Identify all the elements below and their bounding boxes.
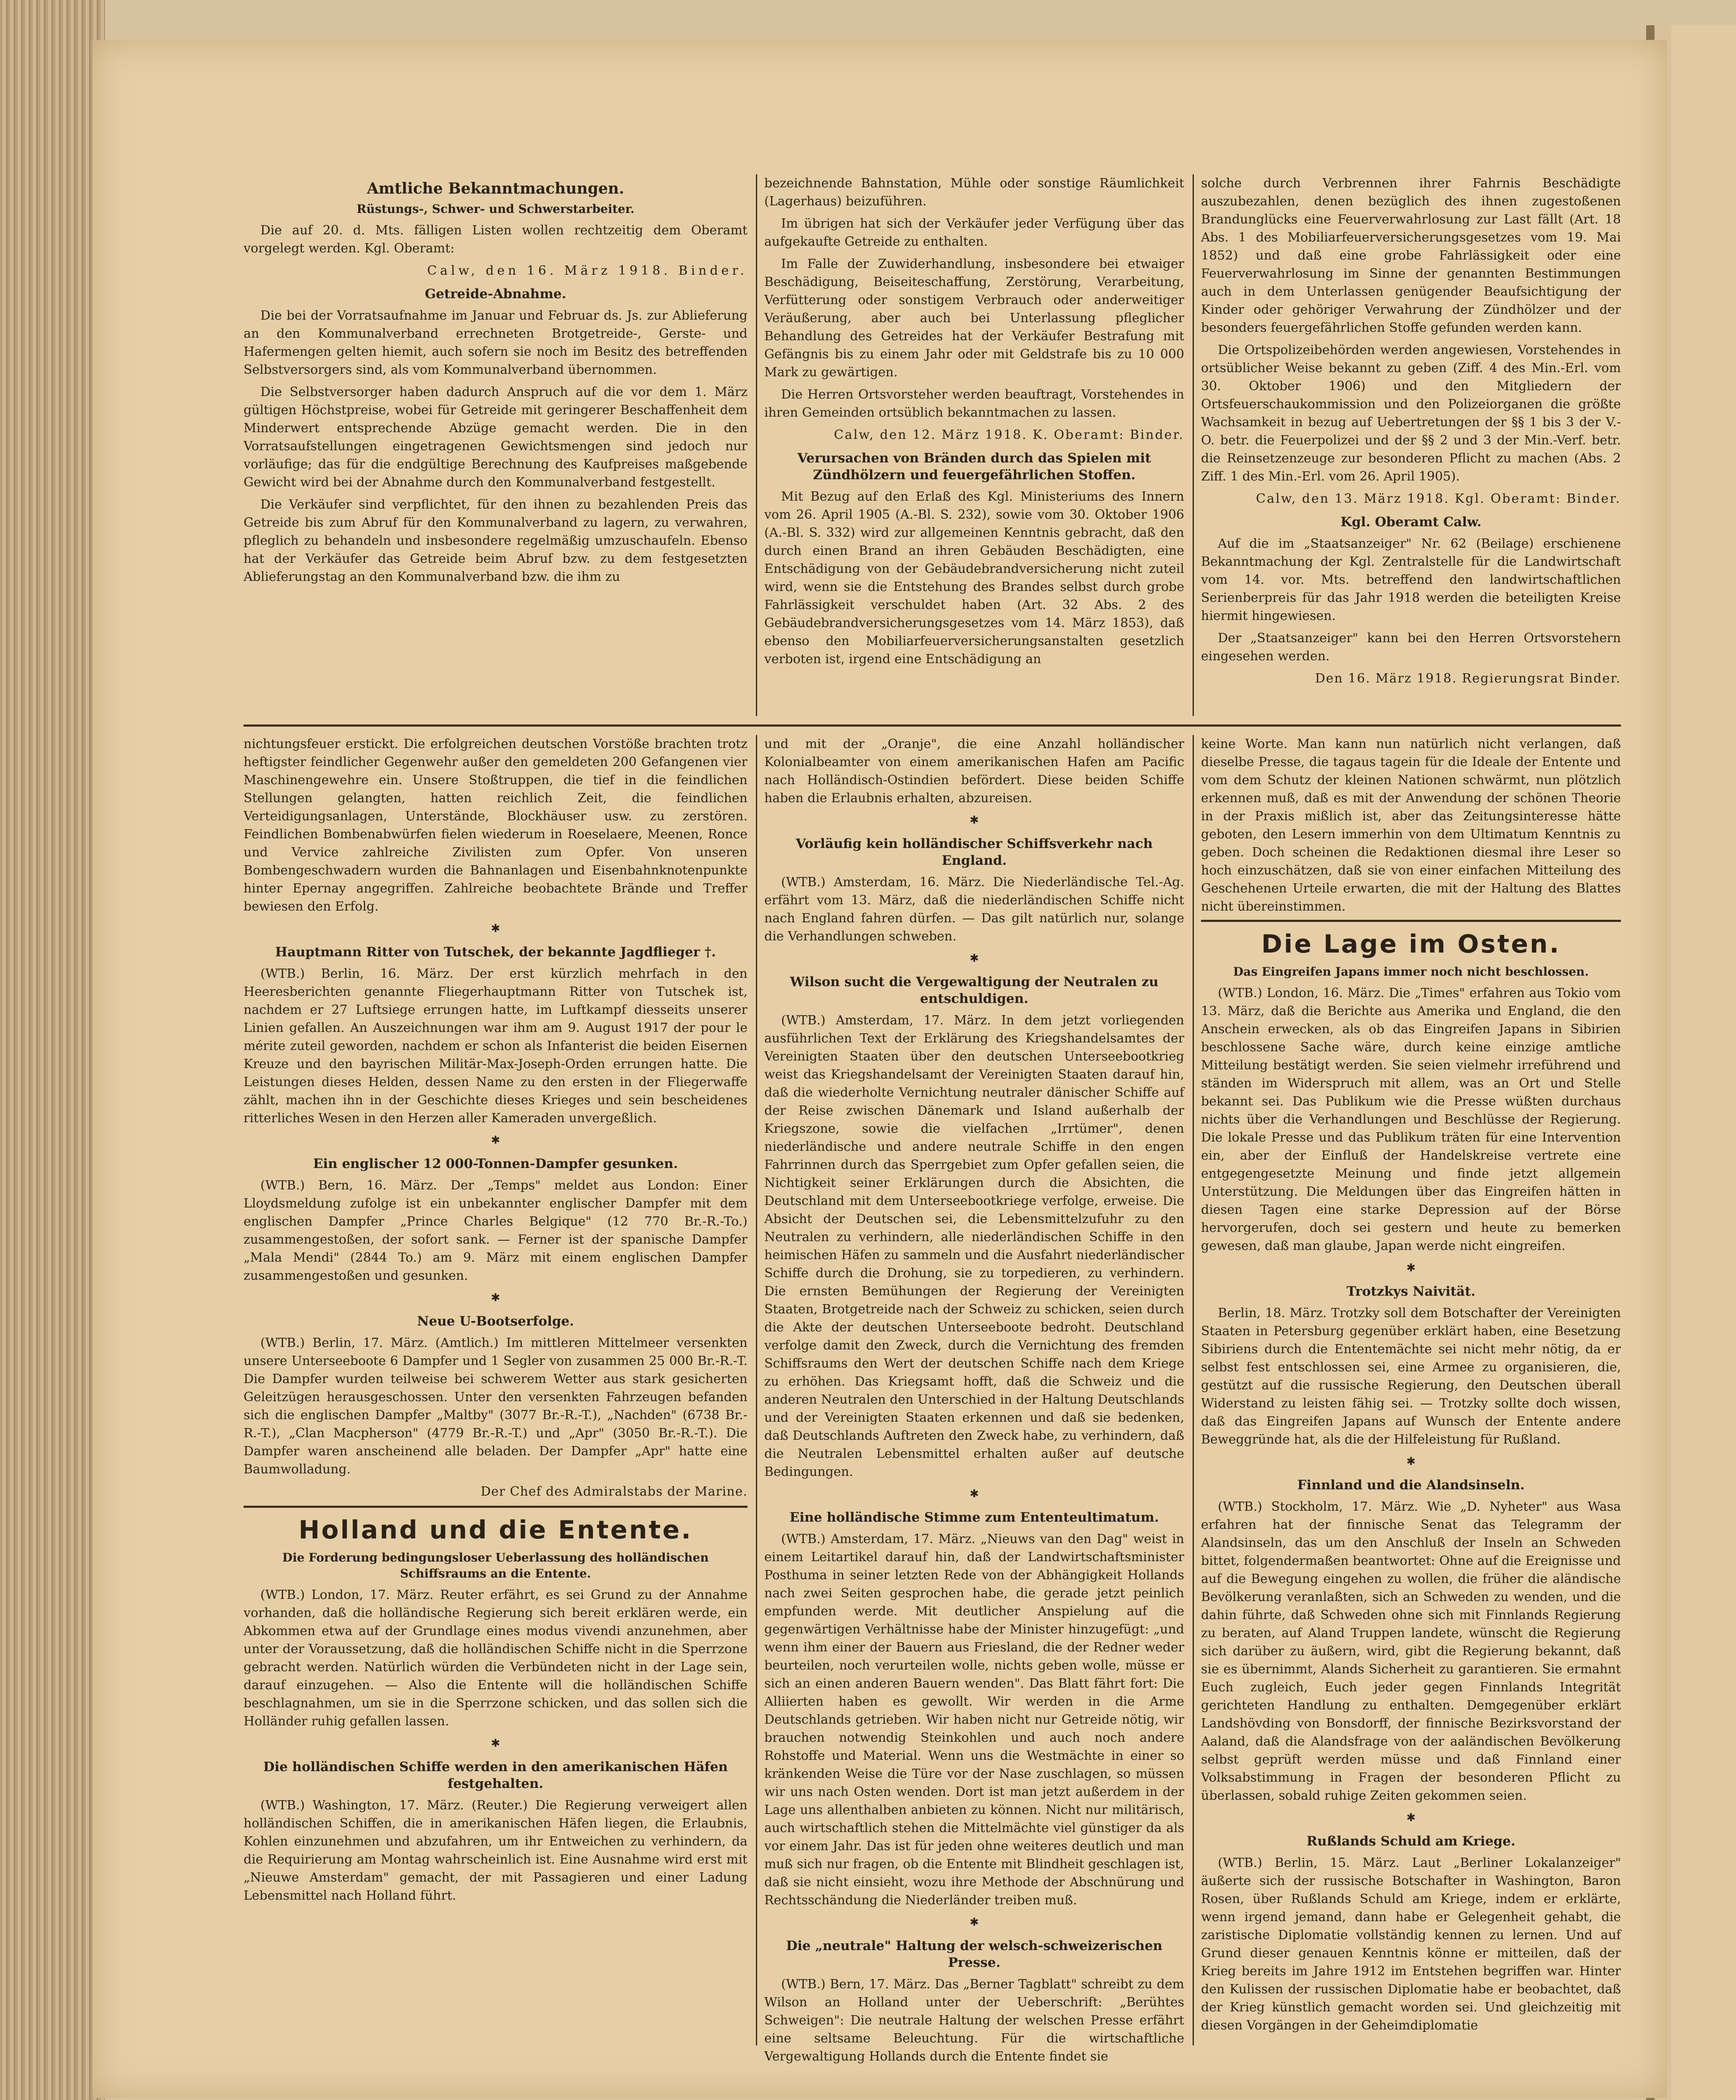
notice-text: Mit Bezug auf den Erlaß des Kgl. Ministeriums des Innern vom 26. April 1905 (A.-Bl. S. 232), sowie vom 30. Oktober 1906 (A.-Bl. S. 332) wird zur allgemeinen Kenntnis gebracht, daß den durch einen Brand an ihren Gebäuden Beschädigten, eine Entschädigung von der Gebäudebrandversicherung nicht zuteil wird, wenn sie die Entstehung des Brandes selbst durch grobe Fahrlässigkeit verschuldet haben (Art. 32 Abs. 2 des Gebäudebrandversicherungsgesetzes vom 14. März 1853), daß ebenso den Mobiliarfeuerversicherungsanstalten gesetzlich verboten ist, irgend eine Entschädigung an [764, 489, 1184, 667]
article-heading: Rußlands Schuld am Kriege. [1306, 1834, 1516, 1849]
notice-heading: Verursachen von Bränden durch das Spielen mit Zündhölzern und feuergefährlichen Stoffen. [797, 451, 1151, 483]
bottom-column-2 [764, 735, 1184, 2064]
article-text: (WTB.) Amsterdam, 16. März. Die Niederländische Tel.-Ag. erfährt vom 13. März, daß die niederländischen Schiffe nicht nach England fahren dürfen. — Das gilt natürlich nur, solange die Verhandlungen schweben. [764, 875, 1184, 944]
article-heading: Eine holländische Stimme zum Ententeultimatum. [789, 1510, 1159, 1525]
article-text: (WTB.) Bern, 17. März. Das „Berner Tagblatt" schreibt zu dem Wilson an Holland unter der Ueberschrift: „Berühtes Schweigen": Die neutrale Haltung der welschen Presse erfährt eine seltsame Beleuchtung. Für die wirtschaftliche Vergewaltigung Hollands durch die Entente findet sie [764, 1977, 1184, 2064]
article-heading: Hauptmann Ritter von Tutschek, der bekannte Jagdflieger †. [275, 945, 716, 960]
notice-signature: Calw, den 12. März 1918. K. Oberamt: Binder. [834, 428, 1184, 442]
headline-holland: Holland und die Entente. [299, 1515, 692, 1545]
separator-star: ✱ [1406, 1455, 1416, 1468]
separator-star: ✱ [970, 952, 979, 965]
article-text: (WTB.) Amsterdam, 17. März. In dem jetzt vorliegenden ausführlichen Text der Erklärung des Kriegshandelsamtes der Vereinigten Staaten über den deutschen Unterseebootkrieg weist das Kriegshandelsamt der Vereinigten Staaten darauf hin, daß die wiederholte Vernichtung neutraler dänischer Schiffe auf der Reise zwischen Dänemark und Island außerhalb der Kriegszone, sowie die vielfachen „Irrtümer", denen niederländische und andere neutrale Schiffe in den engen Fahrrinnen durch das Sperrgebiet zum Opfer gefallen seien, die Nichtigkeit seiner Erklärungen durch die Absichten, die Deutschland mit dem Unterseebootkriege verfolge, erweise. Die Absicht der Deutschen sei, die Lebensmittelzufuhr zu den Neutralen zu verhindern, alle niederländischen Schiffe in den heimischen Häfen zu sammeln und die Ausfahrt niederländischer Schiffe durch die Drohung, sie zu torpedieren, zu verhindern. Die ernsten Bemühungen der Regierung der Vereinigten Staaten, Brotgetreide nach der Schweiz zu schicken, seien durch die Akte der deutschen Unterseeboote bedroht. Deutschland verfolge damit den Zweck, durch die Vernichtung des fremden Schiffsraums den Wert der deutschen Schiffe nach dem Kriege zu erhöhen. Das Kriegsamt hofft, daß die Schweiz und die anderen Neutralen den Unterschied in der Haltung Deutschlands und der Vereinigten Staaten erkennen und daß sie bedenken, daß Deutschlands Auftreten den Zweck habe, zu verhindern, daß die Neutralen Lebensmittel erhalten außer auf deutsche Bedingungen. [764, 1013, 1184, 1479]
notice-text: Die bei der Vorratsaufnahme im Januar und Februar ds. Js. zur Ablieferung an den Kommunalverband errechneten Brotgetreide-, Gerste- und Hafermengen gelten hiemit, auch sofern sie noch im Besitz des betreffenden Selbstversorgers sind, als vom Kommunalverband übernommen. [244, 308, 747, 377]
article-text: (WTB.) Berlin, 16. März. Der erst kürzlich mehrfach in den Heeresberichten genannte Fliegerhauptmann Ritter von Tutschek ist, nachdem er 27 Luftsiege errungen hatte, im Luftkampf diesseits unserer Linien gefallen. An Auszeichnungen war ihm am 9. August 1917 der pour le mérite zuteil geworden, nachdem er schon als Infanterist die beiden Eisernen Kreuze und den bayrischen Militär-Max-Joseph-Orden errungen hatte. Die Leistungen dieses Helden, dessen Name zu den ersten in der Fliegerwaffe zählt, machen ihn in der Geschichte dieses Krieges und sein bescheidenes ritterliches Wesen in den Herzen aller Kameraden unvergeßlich. [244, 966, 747, 1126]
article-text: (WTB.) Berlin, 17. März. (Amtlich.) Im mittleren Mittelmeer versenkten unsere Unterseeboote 6 Dampfer und 1 Segler von zusammen 25 000 Br.-R.-T. Die Dampfer wurden teilweise bei schwerem Wetter aus stark gesicherten Geleitzügen herausgeschossen. Unter den versenkten Fahrzeugen befanden sich die englischen Dampfer „Maltby" (3077 Br.-R.-T.), „Nachden" (6738 Br.-R.-T.), „Clan Macpherson" (4779 Br.-R.-T.) und „Apr" (3050 Br.-R.-T.). Die Dampfer waren anscheinend alle beladen. Der Dampfer „Apr" hatte eine Baumwolladung. [244, 1336, 747, 1477]
top-column-1 [244, 174, 747, 716]
section-divider [244, 724, 1621, 727]
notice-heading: Kgl. Oberamt Calw. [1340, 514, 1482, 530]
notice-signature: Calw, den 13. März 1918. Kgl. Oberamt: Binder. [1256, 491, 1621, 506]
article-text: (WTB.) London, 17. März. Reuter erfährt, es sei Grund zu der Annahme vorhanden, daß die holländische Regierung sich bereit erklären werde, ein Abkommen etwa auf der Grundlage eines modus vivendi anzunehmen, aber unter der Voraussetzung, daß die holländischen Schiffe nicht in die Sperrzone gebracht werden. Natürlich würden die Verbündeten nicht in der Lage sein, darauf einzugehen. — Also die Entente will die holländischen Schiffe beschlagnahmen, um sie in die Sperrzone schicken, und das sollen sich die Holländer ruhig gefallen lassen. [244, 1588, 747, 1729]
notice-text: Die auf 20. d. Mts. fälligen Listen wollen rechtzeitig dem Oberamt vorgelegt werden. Kgl. Oberamt: [244, 223, 747, 256]
notice-text: Die Ortspolizeibehörden werden angewiesen, Vorstehendes in ortsüblicher Weise bekannt zu geben (Ziff. 4 des Min.-Erl. vom 30. Oktober 1906) und den Mitgliedern der Ortsfeuerschaukommission und den Polizeiorganen die größte Wachsamkeit in bezug auf Uebertretungen der §§ 1 bis 3 der V.-O. betr. die Feuerpolizei und der §§ 2 und 3 der Min.-Verf. betr. die Reinsetzenzeuge zur besonderen Pflicht zu machen (Abs. 2 Ziff. 1 des Min.-Erl. vom 26. April 1905). [1201, 343, 1621, 484]
notice-text: Die Herren Ortsvorsteher werden beauftragt, Vorstehendes in ihren Gemeinden ortsüblich bekanntmachen zu lassen. [764, 387, 1184, 420]
article-heading: Die holländischen Schiffe werden in den amerikanischen Häfen festgehalten. [263, 1759, 728, 1791]
separator-star: ✱ [491, 1134, 500, 1147]
newspaper-stack-edge [0, 0, 105, 2100]
headline-east: Die Lage im Osten. [1261, 929, 1561, 959]
notice-text: Die Selbstversorger haben dadurch Anspruch auf die vor dem 1. März gültigen Höchstpreise, wobei für Getreide mit geringerer Beschaffenheit dem Minderwert entsprechende Abzüge gemacht werden. Die in den Vorratsaufstellungen eingetragenen Gewichtsmengen sind jedoch nur vorläufige; das für die endgültige Berechnung des Kaufpreises maßgebende Gewicht wird bei der Abnahme durch den Kommunalverband festgestellt. [244, 385, 747, 490]
newspaper-page [92, 40, 1667, 2098]
article-text: keine Worte. Man kann nun natürlich nicht verlangen, daß dieselbe Presse, die tagaus tagein für die Ideale der Entente und vom dem Schutz der kleinen Nationen schwärmt, nun plötzlich erkennen muß, daß es mit der Anwendung der schönen Theorie in der Praxis mißlich ist, aber das Zeitungsinteresse hätte geboten, den Lesern immerhin von dem Ultimatum Kenntnis zu geben. Doch scheinen die Redaktionen diesmal ihre Leser so hoch einzuschätzen, daß sie von einer einfachen Mitteilung des Geschehenen Urteile erwarten, die mit der Haltung des Blattes nicht übereinstimmen. [1201, 737, 1621, 914]
separator-star: ✱ [491, 1292, 500, 1304]
article-divider [1201, 920, 1621, 922]
article-divider [244, 1506, 747, 1508]
separator-star: ✱ [491, 922, 500, 935]
article-heading: Ein englischer 12 000-Tonnen-Dampfer gesunken. [313, 1156, 678, 1171]
article-text: Berlin, 18. März. Trotzky soll dem Botschafter der Vereinigten Staaten in Petersburg gegenüber erklärt haben, eine Besetzung Sibiriens durch die Ententemächte sei nicht mehr nötig, da er selbst fest entschlossen sei, eine Armee zu organisieren, die, gestützt auf die russische Regierung, den Deutschen überall Widerstand zu leisten fähig sei. — Trotzky sollte doch wissen, daß das Eingreifen Japans auf Wunsch der Entente andere Beweggründe hat, als die der Hilfeleistung für Rußland. [1201, 1306, 1621, 1447]
column-rule [1193, 735, 1194, 2045]
article-heading: Finnland und die Alandsinseln. [1297, 1478, 1525, 1493]
notice-text: bezeichnende Bahnstation, Mühle oder sonstige Räumlichkeit (Lagerhaus) beizuführen. [764, 176, 1184, 209]
article-text: nichtungsfeuer erstickt. Die erfolgreichen deutschen Vorstöße brachten trotz heftigster feindlicher Gegenwehr außer den gemeldeten 200 Gefangenen vier Maschinengewehre ein. Unsere Stoßtruppen, die tief in die feindlichen Stellungen gelangten, hatten reichlich Zeit, die feindlichen Verteidigungsanlagen, Unterstände, Blockhäuser usw. zu zerstören. Feindlichen Bombenabwürfen fielen wiederum in Roeselaere, Meenen, Ronce und Vervice zahlreiche Zivilisten zum Opfer. Von unseren Bombengeschwadern wurden die Bahnanlagen und Eisenbahnknotenpunkte hinter Epernay angegriffen. Zahlreiche beobachtete Brände und Treffer bewiesen den Erfolg. [244, 737, 747, 914]
headline-subtitle: Die Forderung bedingungsloser Ueberlassung des holländischen Schiffsraums an die Entente. [282, 1551, 709, 1580]
notice-heading: Rüstungs-, Schwer- und Schwerstarbeiter. [357, 202, 635, 216]
article-text: (WTB.) Berlin, 15. März. Laut „Berliner Lokalanzeiger" äußerte sich der russische Botschafter in Washington, Baron Rosen, über Rußlands Schuld am Kriege, indem er erklärte, wenn irgend jemand, dann habe er Gelegenheit gehabt, die zaristische Diplomatie vollständig kennen zu lernen. Und auf Grund dieser genauen Kenntnis könne er mitteilen, daß der Krieg bereits im Jahre 1912 im Entstehen begriffen war. Hinter den Kulissen der russischen Diplomatie habe er beobachtet, daß der Krieg künstlich gemacht worden sei. Und gleichzeitig mit diesen Vorgängen in der Geheimdiplomatie [1201, 1856, 1621, 2033]
article-heading: Vorläufig kein holländischer Schiffsverkehr nach England. [796, 836, 1153, 868]
separator-star: ✱ [491, 1737, 500, 1750]
article-text: (WTB.) Washington, 17. März. (Reuter.) Die Regierung verweigert allen holländischen Schiffen, die in amerikanischen Häfen liegen, die Erlaubnis, Kohlen einzunehmen und abzufahren, um ihr Entweichen zu verhindern, da die Requirierung am Montag wahrscheinlich ist. Eine Ausnahme wird erst mit „Nieuwe Amsterdam" gemacht, der mit Passagieren und einer Ladung Lebensmittel nach Holland führt. [244, 1798, 747, 1903]
notice-heading: Getreide-Abnahme. [425, 286, 566, 302]
notice-text: solche durch Verbrennen ihrer Fahrnis Beschädigte auszubezahlen, denen bezüglich des ihnen zugestoßenen Brandunglücks eine Feuerverwahrlosung zur Last fällt (Art. 18 Abs. 1 des Mobiliarfeuerversicherungsgesetzes vom 19. Mai 1852) und daß eine grobe Fahrlässigkeit oder eine Feuerverwahrlosung im Sinne der genannten Bestimmungen auch in dem Unterlassen genügender Beaufsichtigung der Kinder oder gehöriger Verwahrung der Zündhölzer und der besonders feuergefährlichen Stoffe gefunden werden kann. [1201, 176, 1621, 335]
separator-star: ✱ [1406, 1811, 1416, 1824]
notice-text: Der „Staatsanzeiger" kann bei den Herren Ortsvorstehern eingesehen werden. [1201, 631, 1621, 664]
column-rule [1193, 174, 1194, 716]
bottom-column-3 [1201, 735, 1621, 2045]
article-signature: Der Chef des Admiralstabs der Marine. [480, 1484, 747, 1499]
headline-subtitle: Das Eingreifen Japans immer noch nicht beschlossen. [1233, 965, 1589, 979]
separator-star: ✱ [970, 1916, 979, 1929]
article-text: (WTB.) Stockholm, 17. März. Wie „D. Nyheter" aus Wasa erfahren hat der finnische Senat das Telegramm der Alandsinseln, das um den Anschluß der Inseln an Schweden bittet, folgendermaßen beantwortet: Ohne auf die Ereignisse und auf die Bewegung eingehen zu wollen, die früher die aländische Bevölkerung veranlaßten, sich an Schweden zu wenden, und die dahin führte, daß Schweden ohne sich mit Finnlands Regierung zu beraten, auf Aland Truppen landete, wünscht die Regierung sich darüber zu äußern, wird, gibt die Regierung bekannt, daß sie es übernimmt, Alands Sicherheit zu garantieren. Sie ermahnt Euch zugleich, Euch jeder gegen Finnlands Integrität gerichteten Handlung zu enthalten. Demgegenüber erklärt Landshövding von Bonsdorff, der finnische Bezirksvorstand der Aaland, daß die Alandsfrage von der aaländischen Bevölkerung selbst geprüft werden müsse und daß Finnland einer Volksabstimmung in Fragen der besonderen Pflicht zu überlassen, sobald ruhige Zeiten gekommen seien. [1201, 1499, 1621, 1803]
separator-star: ✱ [970, 814, 979, 827]
article-text: (WTB.) Amsterdam, 17. März. „Nieuws van den Dag" weist in einem Leitartikel darauf hin, daß der Landwirtschaftsminister Posthuma in seiner letzten Rede von der Abhängigkeit Hollands nach zwei Seiten gesprochen habe, die gerade jetzt peinlich empfunden werde. Mit deutlicher Anspielung auf die gegenwärtigen Verhältnisse habe der Minister hinzugefügt: „und wenn ihm einer der Bauern aus Friesland, die der Redner weder beurteilen, noch verurteilen wolle, nichts geben wolle, müsse er sich an einen anderen Bauern wenden". Das Blatt fährt fort: Die Alliierten haben es gewollt. Wir werden in die Arme Deutschlands getrieben. Wir haben nicht nur Getreide nötig, wir brauchen notwendig Steinkohlen und auch noch andere Rohstoffe und Material. Wenn uns die Westmächte in einer so kränkenden Weise die Türe vor der Nase zuschlagen, so müssen wir uns nach Osten wenden. Dort ist man jetzt außerdem in der Lage uns allenthalben anbieten zu können. Nicht nur militärisch, auch wirtschaftlich stehen die Mittelmächte viel günstiger da als vor einem Jahr. Das ist für jeden ohne weiteres deutlich und man muß sich nur fragen, ob die Entente mit Blindheit geschlagen ist, daß sie nicht einsieht, wozu ihre Methode der Abschnürung und Rechtsschändung die Niederländer treiben muß. [764, 1532, 1184, 1908]
notice-text: Auf die im „Staatsanzeiger" Nr. 62 (Beilage) erschienene Bekanntmachung der Kgl. Zentralstelle für die Landwirtschaft vom 14. vor. Mts. betreffend den landwirtschaftlichen Serienberpreis für das Jahr 1918 werden die beteiligten Kreise hiermit hingewiesen. [1201, 536, 1621, 623]
article-text: und mit der „Oranje", die eine Anzahl holländischer Kolonialbeamter von einem amerikanischen Hafen am Pacific nach Holländisch-Ostindien befördert. Diese beiden Schiffe haben die Erlaubnis erhalten, abzureisen. [764, 737, 1184, 806]
separator-star: ✱ [970, 1488, 979, 1500]
article-text: (WTB.) Bern, 16. März. Der „Temps" meldet aus London: Einer Lloydsmeldung zufolge ist ein unbekannter englischer Dampfer mit dem englischen Dampfer „Prince Charles Belgique" (12 770 Br.-R.-To.) zusammengestoßen, der sofort sank. — Ferner ist der spanische Dampfer „Mala Mendi" (2844 To.) am 9. März mit einem englischen Dampfer zusammengestoßen und gesunken. [244, 1178, 747, 1283]
article-heading: Neue U-Bootserfolge. [417, 1314, 574, 1329]
notice-signature: Den 16. März 1918. Regierungsrat Binder. [1315, 671, 1621, 686]
column-rule [756, 174, 757, 716]
article-text: (WTB.) London, 16. März. Die „Times" erfahren aus Tokio vom 13. März, daß die Berichte aus Amerika und England, die den Anschein erwecken, als ob das Eingreifen Japans in Sibirien beschlossene Sache wäre, durch keine einzige amtliche Mitteilung bestätigt werden. Sie seien vielmehr irreführend und ständen im Widerspruch mit allem, was an Ort und Stelle bekannt sei. Das Publikum wie die Presse wüßten durchaus nichts über die Verhandlungen und Beschlüsse der Regierung. Die lokale Presse und das Publikum träten für eine Intervention ein, aber der Einfluß der Handelskreise vertrete eine entgegengesetzte Meinung und finde jetzt allgemein Unterstützung. Die Meldungen über das Eingreifen hätten in diesen Tagen eine starke Depression auf der Börse hervorgerufen, doch sei gestern und heute zu bemerken gewesen, daß man glaube, Japan werde nicht eingreifen. [1201, 986, 1621, 1253]
notice-signature: Calw, den 16. März 1918. Binder. [427, 263, 747, 278]
article-heading: Die „neutrale" Haltung der welsch-schweizerischen Presse. [786, 1938, 1163, 1970]
top-column-3 [1201, 174, 1621, 716]
article-heading: Trotzkys Naivität. [1346, 1284, 1476, 1299]
notice-text: Im übrigen hat sich der Verkäufer jeder Verfügung über das aufgekaufte Getreide zu enthalten. [764, 216, 1184, 249]
bottom-column-1 [244, 735, 747, 2045]
column-rule [756, 735, 757, 2045]
notice-text: Die Verkäufer sind verpflichtet, für den ihnen zu bezahlenden Preis das Getreide bis zum Abruf für den Kommunalverband zu lagern, zu verwahren, pfleglich zu behandeln und insbesondere regelmäßig umzuschaufeln. Ebenso hat der Verkäufer das Getreide beim Abruf bzw. zu dem festgesetzten Ablieferungstag an den Kommunalverband bzw. die ihm zu [244, 497, 747, 584]
official-notices-title: Amtliche Bekanntmachungen. [367, 180, 624, 197]
notice-text: Im Falle der Zuwiderhandlung, insbesondere bei etwaiger Beschädigung, Beiseiteschaffung, Zerstörung, Verarbeitung, Verfütterung oder sonstigem Verbrauch oder anderweitiger Veräußerung, aber auch bei Unterlassung pfleglicher Behandlung des Getreides hat der Verkäufer Bestrafung mit Gefängnis bis zu einem Jahr oder mit Geldstrafe bis zu 10 000 Mark zu gewärtigen. [764, 257, 1184, 380]
top-column-2 [764, 174, 1184, 716]
article-heading: Wilson sucht die Vergewaltigung der Neutralen zu entschuldigen. [790, 974, 1159, 1006]
separator-star: ✱ [1406, 1262, 1416, 1274]
